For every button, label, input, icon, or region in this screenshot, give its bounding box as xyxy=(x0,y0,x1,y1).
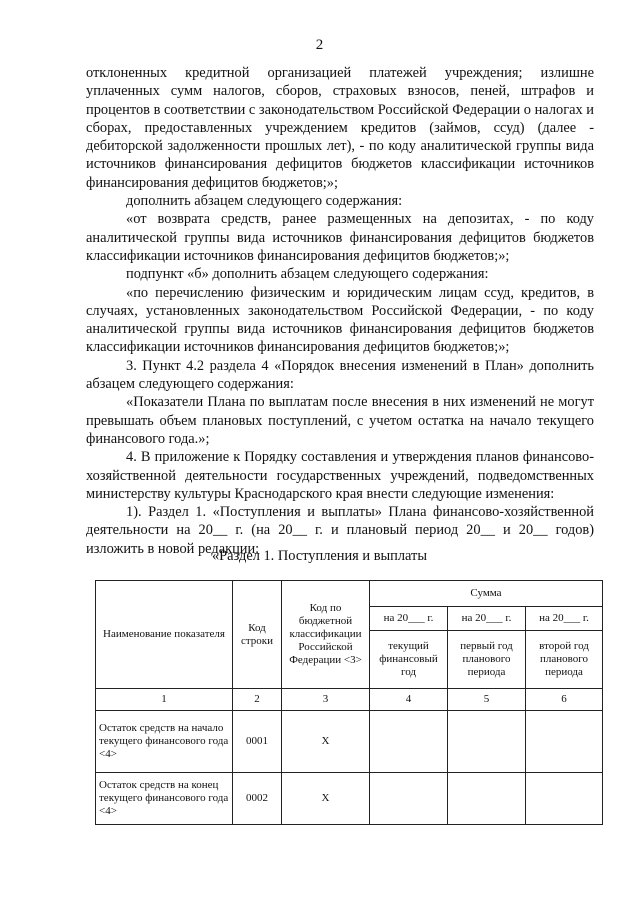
paragraph: «от возврата средств, ранее размещенных на депозитах, - по коду аналитической группы вида источников финансирования дефицитов бюджетов классификации источников финансирования дефицитов бюджетов;»; xyxy=(86,211,594,264)
column-number: 6 xyxy=(526,689,603,711)
header-period-1: текущий финансовый год xyxy=(370,631,448,689)
header-year-3: на 20___ г. xyxy=(526,607,603,631)
row-value xyxy=(448,773,526,825)
financial-table xyxy=(95,580,603,825)
paragraph: 4. В приложение к Порядку составления и утверждения планов финансово-хозяйственной деятельности государственных учреждений, подведомственных министерству культуры Краснодарского края внести следующие изменения: xyxy=(86,449,594,502)
paragraph: отклоненных кредитной организацией платежей учреждения; излишне уплаченных сумм налогов, сборов, страховых взносов, пеней, штрафов и процентов в соответствии с законодательством Российской Федерации о налогах и сборах, предоставленных учреждением кредитов (займов, ссуд) (далее - дебиторской задолженности прошлых лет), - по коду аналитической группы вида источников финансирования дефицитов бюджетов классификации источников финансирования дефицитов бюджетов;»; xyxy=(86,65,594,191)
row-value xyxy=(370,773,448,825)
header-budget-code: Код по бюджетной классификации Российской Федерации <3> xyxy=(282,581,370,689)
row-value xyxy=(526,711,603,773)
header-year-1: на 20___ г. xyxy=(370,607,448,631)
column-number: 1 xyxy=(96,689,233,711)
row-value xyxy=(448,711,526,773)
page-number: 2 xyxy=(315,37,324,53)
row-budget-code: X xyxy=(282,773,370,825)
body-text xyxy=(86,64,594,558)
row-label: Остаток средств на конец текущего финансового года <4> xyxy=(96,773,233,825)
column-number: 5 xyxy=(448,689,526,711)
row-code: 0001 xyxy=(233,711,282,773)
row-code: 0002 xyxy=(233,773,282,825)
paragraph: подпункт «б» дополнить абзацем следующего содержания: xyxy=(126,266,489,283)
column-number: 2 xyxy=(233,689,282,711)
header-line-code: Код строки xyxy=(233,581,282,689)
paragraph: «Показатели Плана по выплатам после внесения в них изменений не могут превышать объем плановых поступлений, с учетом остатка на начало текущего финансового года.»; xyxy=(86,394,594,447)
header-sum: Сумма xyxy=(370,581,603,607)
row-label: Остаток средств на начало текущего финансового года <4> xyxy=(96,711,233,773)
table-row xyxy=(96,773,603,825)
header-period-2: первый год планового периода xyxy=(448,631,526,689)
header-year-2: на 20___ г. xyxy=(448,607,526,631)
column-number: 4 xyxy=(370,689,448,711)
section-heading: «Раздел 1. Поступления и выплаты xyxy=(211,548,428,564)
header-indicator: Наименование показателя xyxy=(96,581,233,689)
column-number: 3 xyxy=(282,689,370,711)
table-row xyxy=(96,711,603,773)
paragraph: дополнить абзацем следующего содержания: xyxy=(126,193,403,210)
header-period-3: второй год планового периода xyxy=(526,631,603,689)
paragraph: 3. Пункт 4.2 раздела 4 «Порядок внесения изменений в План» дополнить абзацем следующего содержания: xyxy=(86,357,594,393)
row-budget-code: X xyxy=(282,711,370,773)
row-value xyxy=(526,773,603,825)
paragraph: «по перечислению физическим и юридическим лицам ссуд, кредитов, в случаях, установленных законодательством Российской Федерации, - по коду аналитической группы вида источников финансирования дефицитов бюджетов классификации источников финансирования дефицитов бюджетов;»; xyxy=(86,284,594,356)
paragraph: 1). Раздел 1. «Поступления и выплаты» Плана финансово-хозяйственной деятельности на 20__ г. (на 20__ г. и плановый период 20__ и 20__ годов) изложить в новой редакции: xyxy=(86,504,594,557)
row-value xyxy=(370,711,448,773)
